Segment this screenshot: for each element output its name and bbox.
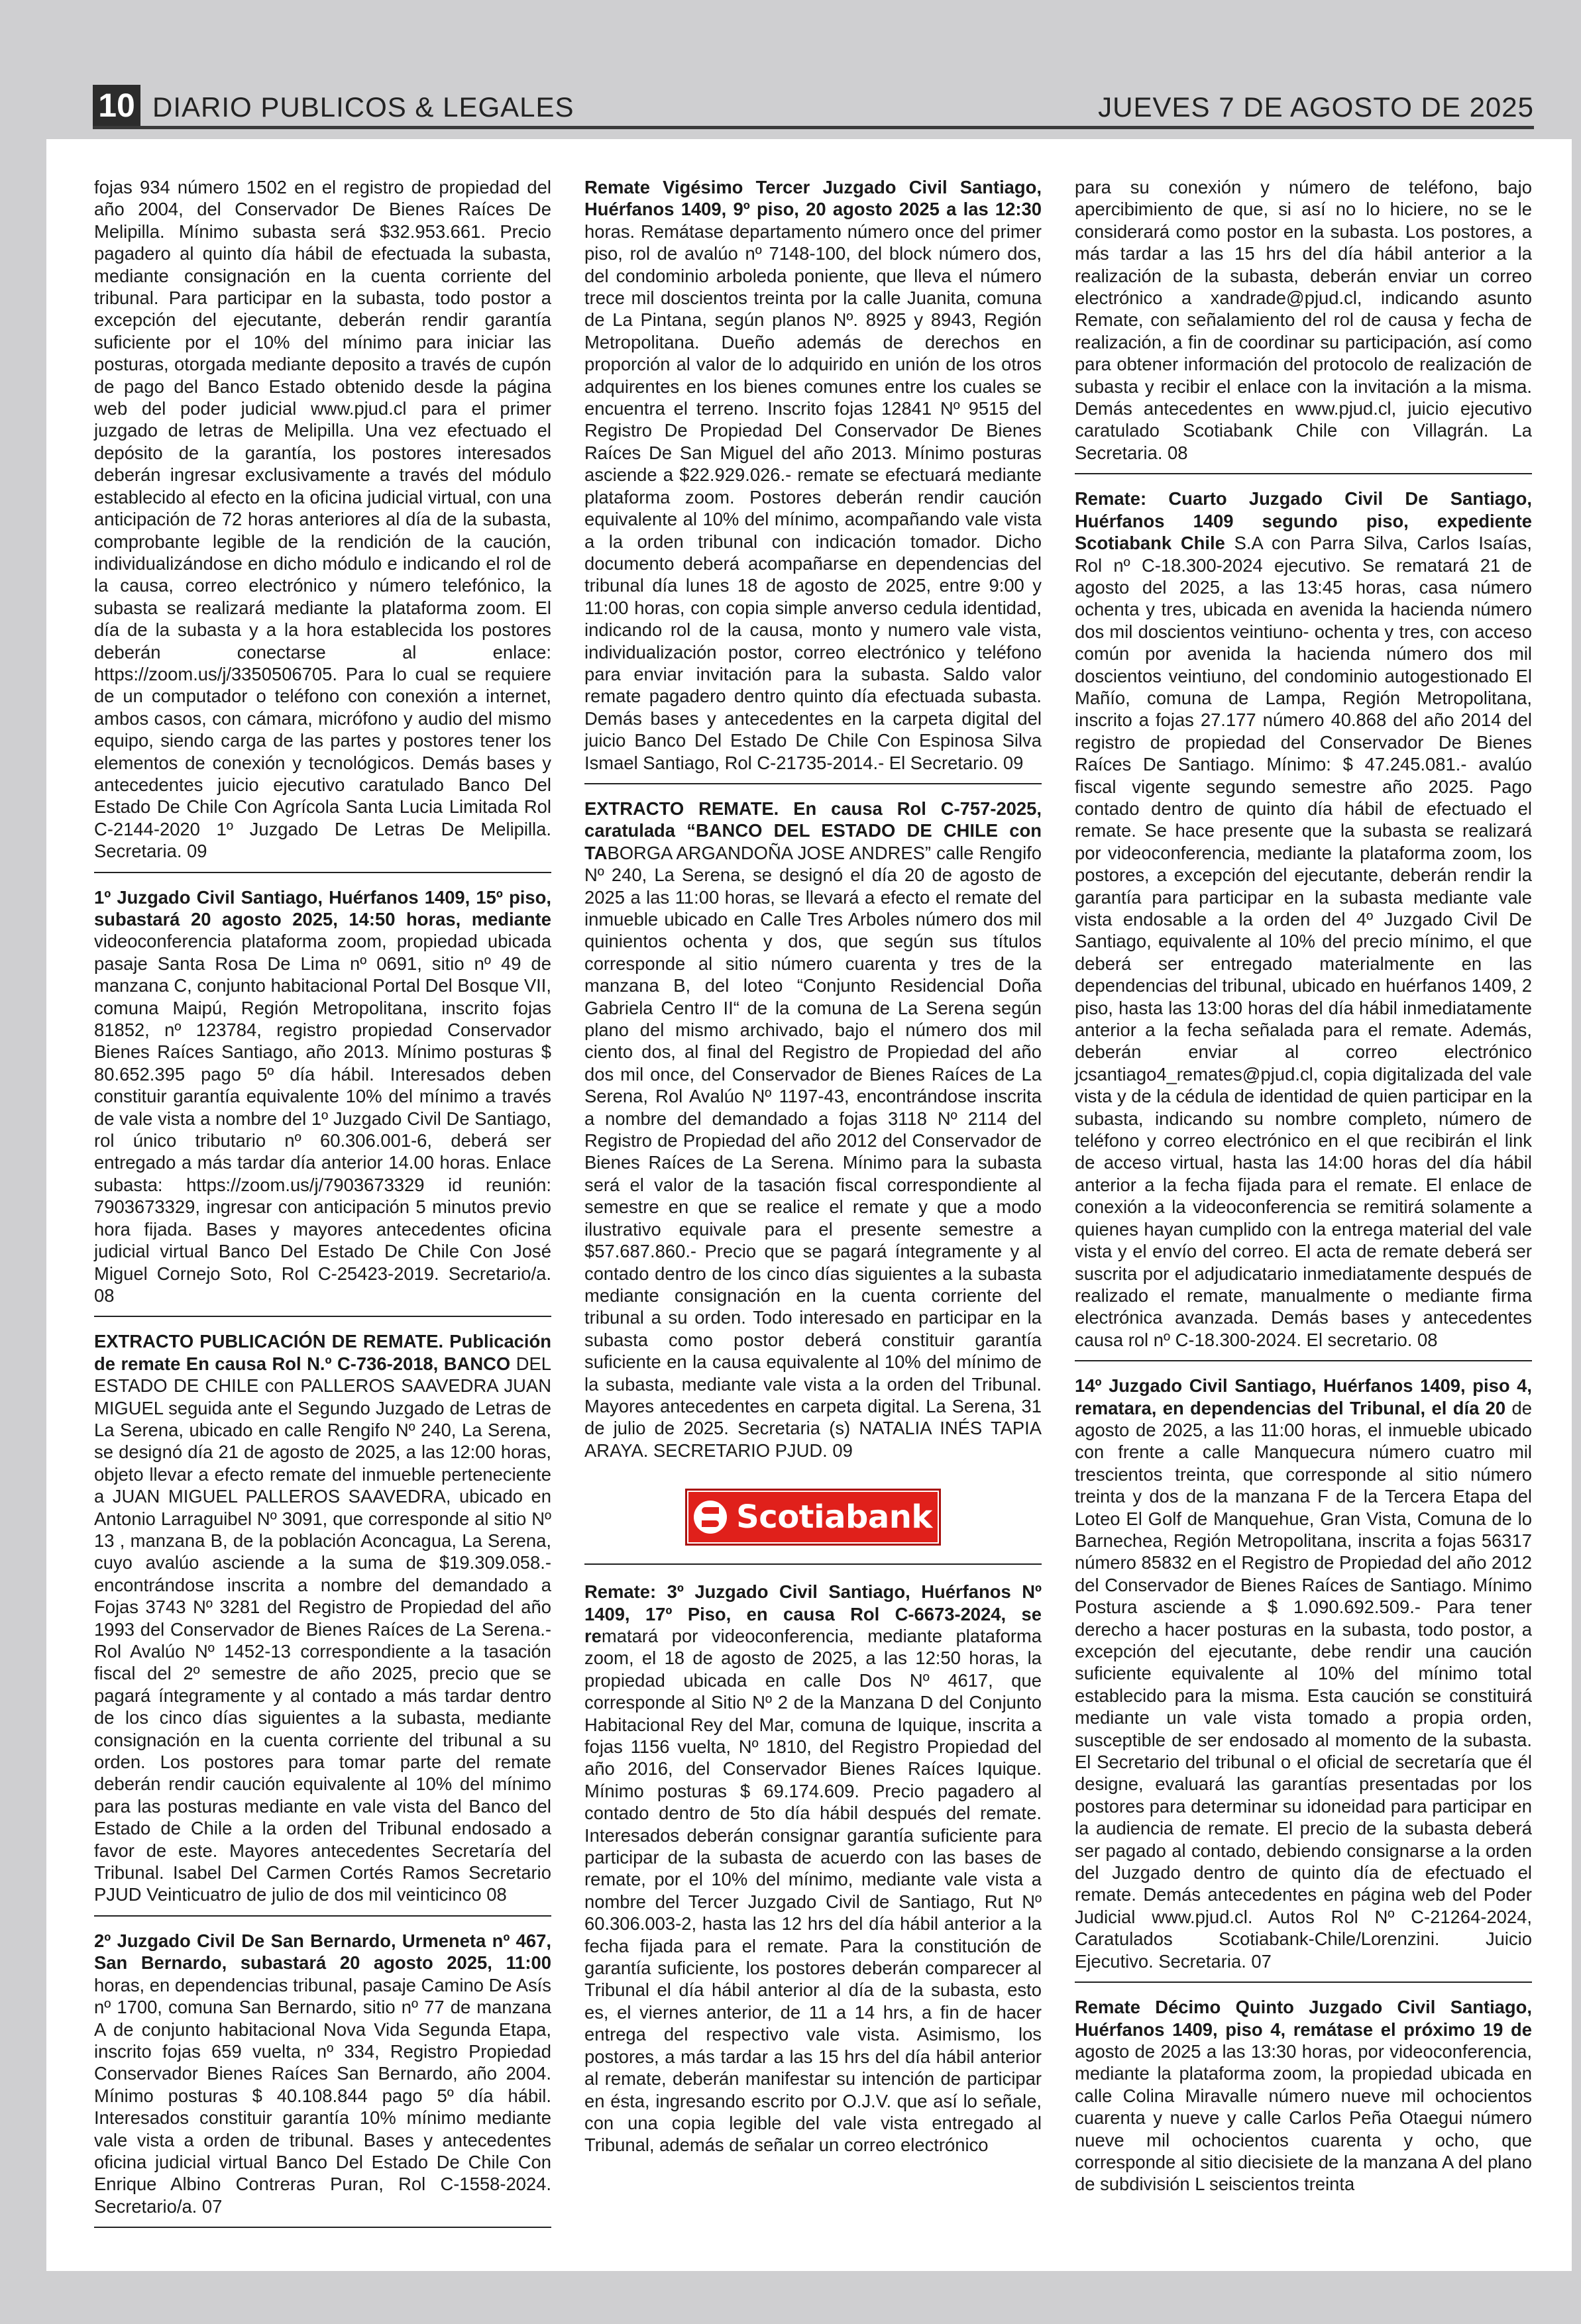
notice-heading: 1º Juzgado Civil Santiago, Huérfanos 1409, 15º piso, subastará 20 agosto 2025, 14:50 horas, mediante	[94, 886, 551, 929]
page-sheet	[46, 139, 1572, 2271]
legal-notice	[584, 176, 1042, 784]
notice-body: DEL ESTADO DE CHILE con PALLEROS SAAVEDRA JUAN MIGUEL seguida ante el Segundo Juzgado de Letras de La Serena, ubicado en calle Rengifo Nº 240, La Serena, se designó día 21 de agosto de 2025, a las 12:00 horas, objeto llevar a efecto remate del inmueble perteneciente a JUAN MIGUEL PALLEROS SAAVEDRA, ubicado en Antonio Larraguibel Nº 3091, que corresponde al sitio Nº 13 , manzana B, de la población Aconcagua, La Serena, cuyo avalúo asciende a la suma de $19.309.058.- encontrándose inscrita a nombre del demandado a Fojas 3743 Nº 3281 del Registro de Propiedad del año 1993 del Conservador de Bienes Raíces de La Serena.- Rol Avalúo Nº 1452-13 correspondiente a la tasación fiscal del 2º semestre de año 2025, precio que se pagará íntegramente y al contado a más tardar dentro de los cinco días siguientes a la subasta, mediante consignación en la cuenta corriente del tribunal a su orden. Los postores para tomar parte del remate deberán rendir caución equivalente al 10% del mínimo para las posturas mediante en vale vista del Banco del Estado de Chile a la orden del Tribunal endosado a favor de este. Mayores antecedentes Secretaría del Tribunal. Isabel Del Carmen Cortés Ramos Secretario PJUD Veinticuatro de julio de dos mil veinticinco 08	[94, 1353, 551, 1905]
notice-heading: Remate Décimo Quinto Juzgado Civil Santiago, Huérfanos 1409, piso 4, remátase el próximo 19 de	[1075, 1997, 1532, 2040]
scotiabank-logo	[685, 1489, 941, 1546]
notice-heading: Remate Vigésimo Tercer Juzgado Civil Santiago, Huérfanos 1409, 9º piso, 20 agosto 2025 a las 12:30	[584, 177, 1042, 220]
page-header	[93, 85, 1534, 129]
notice-body: fojas 934 número 1502 en el registro de propiedad del año 2004, del Conservador De Bienes Raíces De Melipilla. Mínimo subasta será $32.953.661. Precio pagadero al quinto día hábil de efectuada la subasta, mediante consignación en la cuenta corriente del tribunal. Para participar en la subasta, todo postor a excepción del ejecutante, deberán rendir garantía suficiente por el 10% del mínimo para iniciar las posturas, otorgada mediante deposito a través de cupón de pago del Banco Estado obtenido desde la página web del poder judicial www.pjud.cl para el primer juzgado de letras de Melipilla. Una vez efectuado el depósito de la garantía, los postores interesados deberán ingresar exclusivamente a través del módulo establecido al efecto en la oficina judicial virtual, con una anticipación de 72 horas anteriores al día de la subasta, comprobante legible de la rendición de la caución, individualizándose en dicho módulo e indicando el rol de la causa, correo electrónico y número telefónico, la subasta se realizará mediante la plataforma zoom. El día de la subasta y a la hora establecida los postores deberán conectarse al enlace: https://zoom.us/j/3350506705. Para lo cual se requiere de un computador o teléfono con conexión a internet, ambos casos, con cámara, micrófono y audio del mismo equipo, siendo carga de las partes y postores tener los elementos de conexión y tecnológicos. Demás bases y antecedentes juicio ejecutivo caratulado Banco Del Estado De Chile Con Agrícola Santa Lucia Limitada Rol C-2144-2020 1º Juzgado De Letras De Melipilla. Secretaria. 09	[94, 177, 551, 862]
column-3	[1075, 176, 1532, 2205]
legal-notice	[1075, 1375, 1532, 1983]
legal-notice	[584, 1581, 1042, 2166]
page-number: 10	[93, 85, 140, 126]
newspaper-name: DIARIO PUBLICOS & LEGALES	[152, 91, 574, 123]
issue-date: JUEVES 7 DE AGOSTO DE 2025	[1098, 91, 1534, 123]
legal-notice	[94, 886, 551, 1318]
notice-heading: Remate: 3º Juzgado Civil Santiago, Huérfanos Nº 1409, 17º Piso, en causa Rol C-6673-2024, se re	[584, 1581, 1042, 1646]
notice-heading: EXTRACTO REMATE. En causa Rol C-757-2025, caratulada “BANCO DEL ESTADO DE CHILE con TA	[584, 798, 1042, 863]
notice-heading: 14º Juzgado Civil Santiago, Huérfanos 1409, piso 4, rematara, en dependencias del Tribunal, el día 20	[1075, 1375, 1532, 1418]
notice-body: horas. Remátase departamento número once del primer piso, rol de avalúo nº 7148-100, del block número dos, del condominio arboleda poniente, que lleva el número trece mil doscientos treinta por la calle Juanita, comuna de La Pintana, según planos Nº. 8925 y 8943, Región Metropolitana. Dueño además de derechos en proporción al valor de lo adquirido en unión de los otros adquirentes en los bienes comunes entre los cuales se encuentra el terreno. Inscrito fojas 12841 Nº 9515 del Registro De Propiedad Del Conservador De Bienes Raíces De San Miguel del año 2013. Mínimo posturas asciende a $22.929.026.- remate se efectuará mediante plataforma zoom. Postores deberán rendir caución equivalente al 10% del mínimo, acompañando vale vista a la orden tribunal con indicación tomador. Dicho documento deberá acompañarse en dependencias del tribunal día lunes 18 de agosto de 2025, entre 9:00 y 11:00 horas, con copia simple anverso cedula identidad, indicando rol de la causa, monto y numero vale vista, individualización postor, correo electrónico y teléfono para enviar invitación para la subasta. Saldo valor remate pagadero dentro quinto día efectuada subasta. Demás bases y antecedentes en la carpeta digital del juicio Banco Del Estado De Chile Con Espinosa Silva Ismael Santiago, Rol C-21735-2014.- El Secretario. 09	[584, 221, 1042, 773]
scotiabank-ad	[584, 1471, 1042, 1565]
legal-notice	[1075, 488, 1532, 1361]
scotiabank-s-icon	[694, 1501, 727, 1534]
column-1	[94, 176, 551, 2241]
notice-body: matará por videoconferencia, mediante plataforma zoom, el 18 de agosto de 2025, a las 12:50 horas, la propiedad ubicada en calle Dos Nº 4617, que corresponde al Sitio Nº 2 de la Manzana D del Conjunto Habitacional Rey del Mar, comuna de Iquique, inscrita a fojas 1156 vuelta, Nº 1810, del Registro Propiedad del año 2016, del Conservador Bienes Raíces Iquique. Mínimo posturas $ 69.174.609. Precio pagadero al contado dentro de 5to día hábil después del remate. Interesados deberán consignar garantía suficiente para participar de la subasta de acuerdo con las bases de remate, por el 10% del mínimo, mediante vale vista a nombre del Tercer Juzgado Civil de Santiago, Rut Nº 60.306.003-2, hasta las 12 hrs del día hábil anterior a la fecha fijada para el remate. Para la constitución de garantía suficiente, los postores deberán comparecer al Tribunal el día hábil anterior al día de la subasta, esto es, el viernes anterior, de 11 a 14 hrs, a fin de hacer entrega del respectivo vale vista. Asimismo, los postores, a más tardar a las 15 hrs del día hábil anterior al remate, deberán manifestar su intención de participar en ésta, ingresando escrito por O.J.V. que así lo señale, con una copia legible del vale vista entregado al Tribunal, además de señalar un correo electrónico	[584, 1625, 1042, 2156]
legal-notice	[584, 798, 1042, 1471]
notice-heading: EXTRACTO PUBLICACIÓN DE REMATE. Publicación de remate En causa Rol N.º C-736-2018, BANCO	[94, 1331, 551, 1374]
notice-heading: 2º Juzgado Civil De San Bernardo, Urmeneta nº 467, San Bernardo, subastará 20 agosto 2025, 11:00	[94, 1930, 551, 1974]
legal-notice	[94, 176, 551, 873]
legal-notice	[1075, 176, 1532, 474]
notice-body: de agosto de 2025, a las 11:00 horas, el inmueble ubicado con frente a calle Manquecura número cuatro mil trescientos treinta, que corresponde al sitio número treinta y dos de la manzana F de la Tercera Etapa del Loteo El Golf de Manquehue, Gran Vista, Comuna de lo Barnechea, Región Metropolitana, inscrita a fojas 56317 número 85832 en el Registro de Propiedad del año 2012 del Conservador de Bienes Raíces de Santiago. Mínimo Postura asciende a $ 1.090.692.509.- Para tener derecho a hacer posturas en la subasta, todo postor, a excepción del ejecutante, debe rendir una caución suficiente equivalente al 10% del mínimo total establecido para la misma. Esta caución se constituirá mediante un vale vista tomado a propia orden, susceptible de ser endosado al momento de la subasta. El Secretario del tribunal o el oficial de secretaría que él designe, evaluará las garantías presentadas por los postores para determinar su idoneidad para participar en la audiencia de remate. El precio de la subasta deberá ser pagado al contado, debiendo consignarse a la orden del Juzgado dentro de quinto día de efectuado el remate. Demás antecedentes en página web del Poder Judicial www.pjud.cl. Autos Rol Nº C-21264-2024, Caratulados Scotiabank-Chile/Lorenzini. Juicio Ejecutivo. Secretaria. 07	[1075, 1397, 1532, 1972]
legal-notice	[1075, 1996, 1532, 2205]
notice-body: BORGA ARGANDOÑA JOSE ANDRES” calle Rengifo Nº 240, La Serena, se designó el día 20 de agosto de 2025 a las 11:00 horas, se llevará a efecto el remate del inmueble ubicado en Calle Tres Arboles número dos mil quinientos ochenta y dos, que según sus títulos corresponde al sitio número cuarenta y tres de la manzana B, del loteo “Conjunto Residencial Doña Gabriela Centro II“ de la comuna de La Serena según plano del mismo archivado, bajo el número dos mil ciento dos, al final del Registro de Propiedad del año dos mil once, del Conservador de Bienes Raíces de La Serena, Rol Avalúo Nº 1197-43, encontrándose inscrita a nombre del demandado a fojas 3118 Nº 2114 del Registro de Propiedad del año 2012 del Conservador de Bienes Raíces de La Serena. Mínimo para la subasta será el valor de la tasación fiscal correspondiente al semestre en que se realice el remate y que a modo ilustrativo equivale para el presente semestre a $57.687.860.- Precio que se pagará íntegramente y al contado dentro de los cinco días siguientes a la subasta mediante consignación en la cuenta corriente del tribunal a su orden. Todo interesado en participar en la subasta como postor deberá constituir garantía suficiente en la causa equivalente al 10% del mínimo de la subasta, mediante vale vista a la orden del Tribunal. Mayores antecedentes en carpeta digital. La Serena, 31 de julio de 2025. Secretaria (s) NATALIA INÉS TAPIA ARAYA. SECRETARIO PJUD. 09	[584, 842, 1042, 1461]
scotiabank-wordmark: Scotiabank	[736, 1499, 932, 1536]
legal-notice	[94, 1330, 551, 1917]
notice-heading: Remate: Cuarto Juzgado Civil De Santiago, Huérfanos 1409 segundo piso, expediente Scotiabank Chile	[1075, 488, 1532, 554]
legal-notice	[94, 1930, 551, 2228]
column-2	[584, 176, 1042, 2166]
notice-body: agosto de 2025 a las 13:30 horas, por videoconferencia, mediante la plataforma zoom, la propiedad ubicada en calle Colina Miravalle número nueve mil ochocientos cuarenta y nueve y calle Carlos Peña Otaegui número nueve mil ochocientos cuarenta y ocho, que corresponde al sitio diecisiete de la manzana A del plano de subdivisión L seiscientos treinta	[1075, 2040, 1532, 2195]
notice-body: videoconferencia plataforma zoom, propiedad ubicada pasaje Santa Rosa De Lima nº 0691, sitio nº 49 de manzana C, conjunto habitacional Portal Del Bosque VII, comuna Maipú, Región Metropolitana, inscrito fojas 81852, nº 123784, registro propiedad Conservador Bienes Raíces Santiago, año 2013. Mínimo posturas $ 80.652.395 pago 5º día hábil. Interesados deben constituir garantía equivalente 10% del mínimo a través de vale vista a nombre del 1º Juzgado Civil De Santiago, rol único tributario nº 60.306.001-6, deberá ser entregado a más tardar día anterior 14.00 horas. Enlace subasta: https://zoom.us/j/7903673329 id reunión: 7903673329, ingresar con anticipación 5 minutos previo hora fijada. Bases y mayores antecedentes oficina judicial virtual Banco Del Estado De Chile Con José Miguel Cornejo Soto, Rol C-25423-2019. Secretario/a. 08	[94, 931, 551, 1306]
notice-body: horas, en dependencias tribunal, pasaje Camino De Asís nº 1700, comuna San Bernardo, sitio nº 77 de manzana A de conjunto habitacional Nova Vida Segunda Etapa, inscrito fojas 659 vuelta, nº 334, Registro Propiedad Conservador Bienes Raíces San Bernardo, año 2004. Mínimo posturas $ 40.108.844 pago 5º día hábil. Interesados constituir garantía 10% mínimo mediante vale vista a orden de tribunal. Bases y antecedentes oficina judicial virtual Banco Del Estado De Chile Con Enrique Albino Contreras Puran, Rol C-1558-2024. Secretario/a. 07	[94, 1974, 551, 2217]
notice-body: S.A con Parra Silva, Carlos Isaías, Rol nº C-18.300-2024 ejecutivo. Se rematará 21 de agosto del 2025, a las 13:45 horas, casa número ochenta y tres, ubicada en avenida la hacienda número dos mil doscientos veintiuno- ochenta y tres, con acceso común por avenida la hacienda número dos mil doscientos veintiuno, del condominio autogestionado El Mañío, comuna de Lampa, Región Metropolitana, inscrito a fojas 27.177 número 40.868 del año 2014 del registro de propiedad del Conservador De Bienes Raíces De Santiago. Mínimo: $ 47.245.081.- avalúo fiscal vigente segundo semestre año 2025. Pago contado dentro de quinto día hábil de efectuado el remate. Se hace presente que la subasta se realizará por videoconferencia, mediante la plataforma zoom, los postores, a excepción del ejecutante, deberán rendir la garantía para participar en la subasta mediante vale vista endosable a la orden del 4º Juzgado Civil De Santiago, equivalente al 10% del precio mínimo, el que deberá ser entregado materialmente en las dependencias del tribunal, ubicado en huérfanos 1409, 2 piso, hasta las 13:00 horas del día hábil inmediatamente anterior a la fecha señalada para el remate. Además, deberán enviar al correo electrónico jcsantiago4_remates@pjud.cl, copia digitalizada del vale vista y de la cédula de identidad de quien participar en la subasta, indicando su nombre completo, número de teléfono y correo electrónico en el que recibirán el link de acceso virtual, hasta las 14:00 horas del día hábil anterior a la fecha fijada para el remate. El enlace de conexión a la videoconferencia se remitirá solamente a quienes hayan cumplido con la entrega material del vale vista y el envío del correo. El acta de remate deberá ser suscrita por el adjudicatario inmediatamente después de realizado el remate, manualmente o mediante firma electrónica avanzada. Demás bases y antecedentes causa rol nº C-18.300-2024. El secretario. 08	[1075, 533, 1532, 1350]
notice-body: para su conexión y número de teléfono, bajo apercibimiento de que, si así no lo hiciere, no se le considerará como postor en la subasta. Los postores, a más tardar a las 15 hrs del día hábil anterior a la realización de la subasta, deberán enviar un correo electrónico a xandrade@pjud.cl, indicando asunto Remate, con señalamiento del rol de causa y fecha de realización, a fin de coordinar su participación, así como para obtener información del protocolo de realización de subasta y recibir el enlace con la invitación a la misma. Demás antecedentes en www.pjud.cl, juicio ejecutivo caratulado Scotiabank Chile con Villagrán. La Secretaria. 08	[1075, 177, 1532, 463]
